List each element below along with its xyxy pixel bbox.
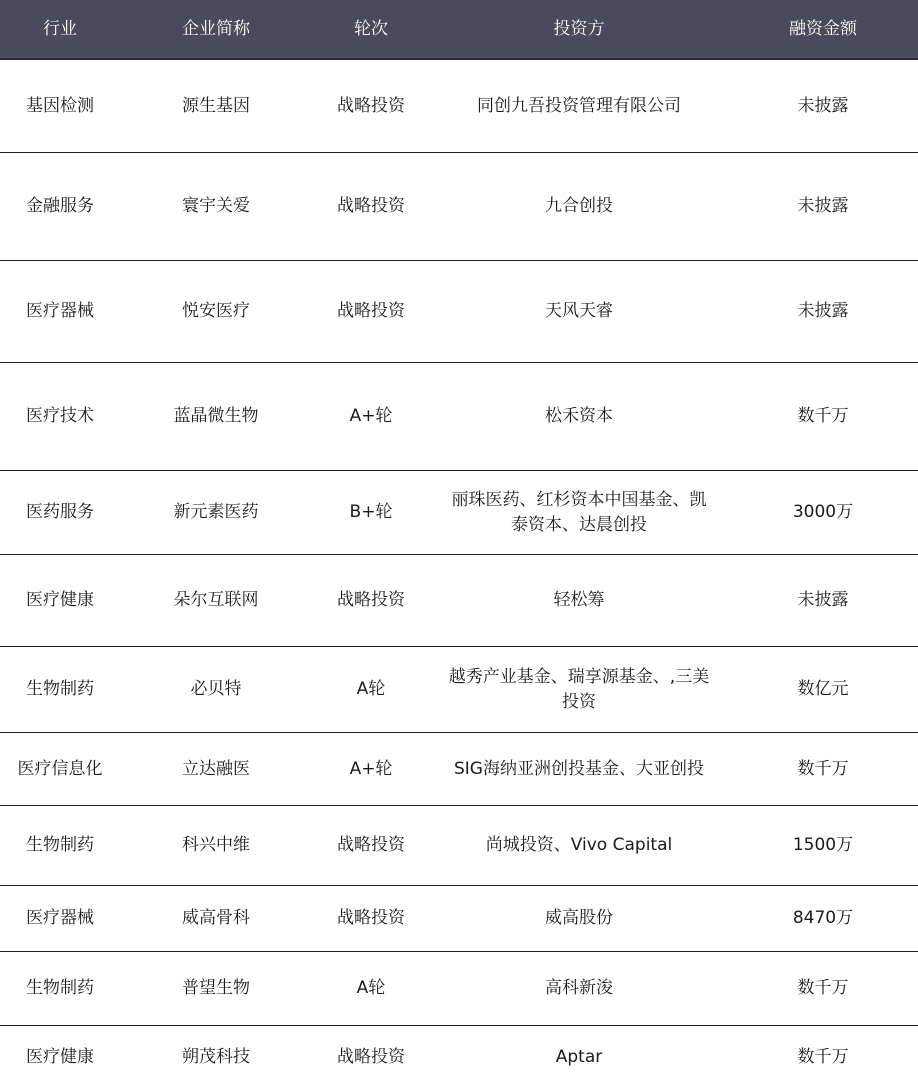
cell-round: A+轮: [349, 758, 393, 779]
cell-investors: 越秀产业基金、瑞享源基金、,三美投资: [448, 666, 710, 712]
cell-company: 新元素医药: [173, 502, 259, 522]
cell-industry: 生物制药: [26, 835, 94, 855]
cell-amount: 数千万: [797, 1046, 849, 1067]
cell-amount: 数亿元: [797, 679, 849, 699]
cell-industry: 医疗器械: [26, 301, 94, 321]
cell-investors: 尚城投资、Vivo Capital: [485, 835, 673, 855]
cell-amount: 数千万: [797, 406, 849, 426]
cell-investors: SIG海纳亚洲创投基金、大亚创投: [454, 758, 704, 779]
cell-round: 战略投资: [337, 908, 405, 928]
cell-company: 悦安医疗: [182, 301, 250, 321]
cell-amount: 1500万: [792, 835, 854, 855]
table-row: [0, 60, 918, 153]
cell-amount: 未披露: [797, 590, 849, 610]
table-row: [0, 153, 918, 261]
cell-round: 战略投资: [337, 590, 405, 610]
cell-amount: 3000万: [792, 502, 854, 522]
table-row: [0, 647, 918, 733]
table-row: [0, 1026, 918, 1088]
cell-investors: 丽珠医药、红杉资本中国基金、凯泰资本、达晨创投: [451, 489, 707, 535]
cell-company: 源生基因: [182, 95, 250, 116]
cell-amount: 数千万: [797, 758, 849, 779]
cell-industry: 医疗技术: [26, 406, 94, 426]
cell-company: 朔茂科技: [182, 1046, 250, 1067]
cell-round: A+轮: [349, 406, 393, 426]
table-row: [0, 886, 918, 952]
cell-industry: 医疗器械: [26, 908, 94, 928]
cell-amount: 8470万: [792, 908, 854, 928]
cell-industry: 医疗信息化: [17, 758, 103, 779]
table-row: [0, 363, 918, 471]
cell-round: A轮: [356, 978, 386, 998]
cell-industry: 生物制药: [26, 978, 94, 998]
header-investors: 投资方: [553, 18, 605, 39]
table-row: [0, 733, 918, 806]
header-round: 轮次: [354, 18, 388, 39]
cell-investors: 同创九吾投资管理有限公司: [477, 95, 681, 116]
cell-round: B+轮: [349, 502, 393, 522]
cell-round: A轮: [356, 679, 386, 699]
cell-investors: 轻松筹: [553, 590, 605, 610]
cell-round: 战略投资: [337, 95, 405, 116]
cell-amount: 数千万: [797, 978, 849, 998]
header-company: 企业简称: [182, 18, 250, 39]
cell-round: 战略投资: [337, 301, 405, 321]
table-header: [0, 0, 918, 60]
cell-industry: 医疗健康: [26, 1046, 94, 1067]
cell-company: 威高骨科: [182, 908, 250, 928]
cell-company: 朵尔互联网: [173, 590, 259, 610]
cell-amount: 未披露: [797, 95, 849, 116]
table-row: [0, 261, 918, 363]
cell-amount: 未披露: [797, 196, 849, 216]
cell-round: 战略投资: [337, 1046, 405, 1067]
cell-company: 寰宇关爱: [182, 196, 250, 216]
cell-industry: 生物制药: [26, 679, 94, 699]
cell-round: 战略投资: [337, 196, 405, 216]
cell-company: 蓝晶微生物: [173, 406, 259, 426]
cell-industry: 基因检测: [26, 95, 94, 116]
cell-company: 普望生物: [182, 978, 250, 998]
cell-investors: 威高股份: [545, 908, 613, 928]
cell-investors: 天风天睿: [545, 301, 613, 321]
cell-industry: 医药服务: [26, 502, 94, 522]
table-row: [0, 806, 918, 886]
cell-industry: 医疗健康: [26, 590, 94, 610]
table-row: [0, 555, 918, 647]
cell-investors: 松禾资本: [545, 406, 613, 426]
cell-investors: Aptar: [555, 1046, 603, 1067]
cell-company: 科兴中维: [182, 835, 250, 855]
cell-round: 战略投资: [337, 835, 405, 855]
cell-amount: 未披露: [797, 301, 849, 321]
cell-industry: 金融服务: [26, 196, 94, 216]
cell-investors: 九合创投: [545, 196, 613, 216]
header-industry: 行业: [43, 18, 77, 39]
table-row: [0, 952, 918, 1026]
header-amount: 融资金额: [789, 18, 857, 39]
cell-investors: 高科新浚: [545, 978, 613, 998]
cell-company: 立达融医: [182, 758, 250, 779]
cell-company: 必贝特: [190, 679, 242, 699]
table-row: [0, 471, 918, 555]
